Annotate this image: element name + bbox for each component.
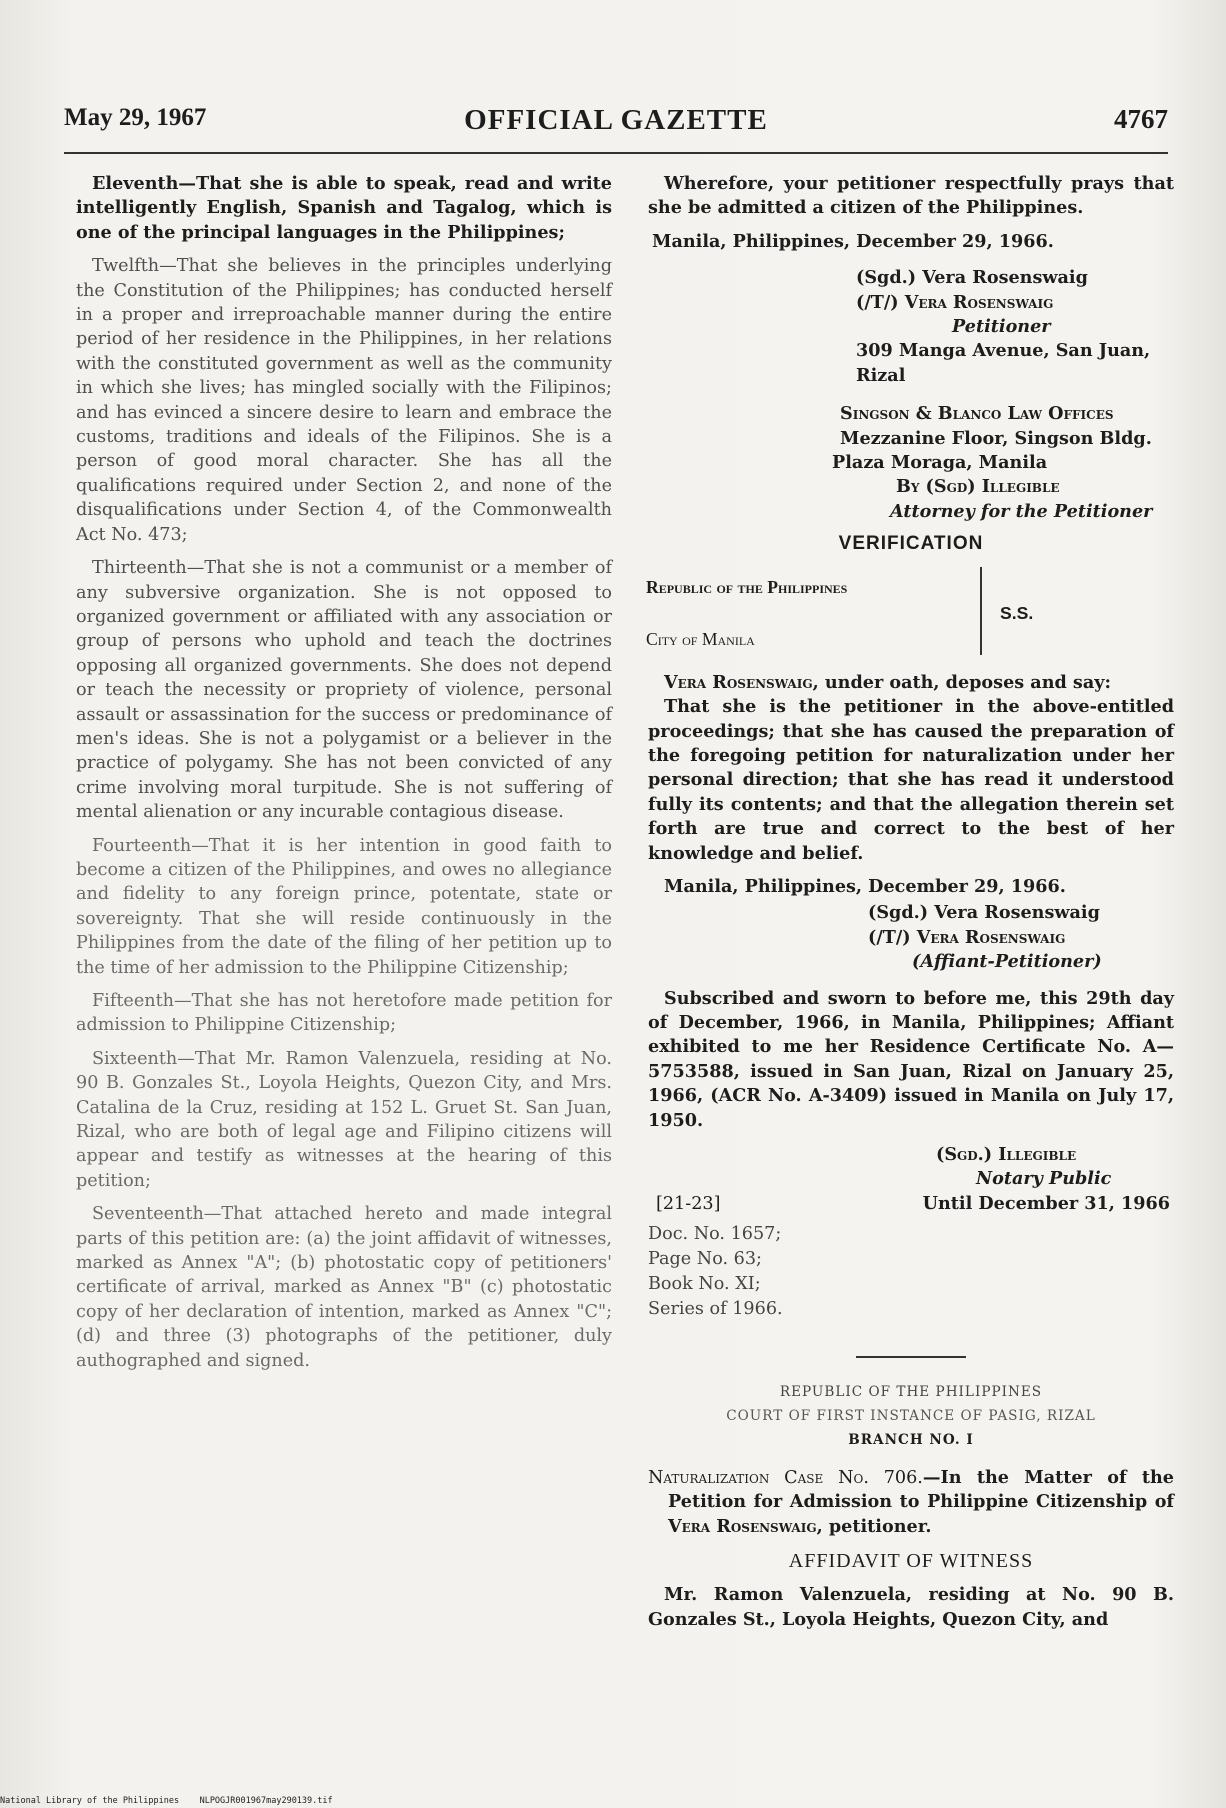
petitioner-address-1: 309 Manga Avenue, San Juan,	[856, 340, 1151, 362]
affiant-signed-name: (Sgd.) Vera Rosenswaig	[868, 902, 1100, 924]
signed-name: (Sgd.) Vera Rosenswaig	[856, 267, 1088, 289]
court-branch: BRANCH NO. I	[848, 1431, 974, 1448]
header-title: OFFICIAL GAZETTE	[464, 104, 768, 136]
oath-intro-text: , under oath, deposes and say:	[812, 671, 1111, 693]
notary-row	[648, 1192, 1174, 1216]
doc-number: Doc. No. 1657;	[648, 1223, 782, 1244]
case-label: Naturalization Case No. 706.	[648, 1467, 923, 1488]
court-name: COURT OF FIRST INSTANCE OF PASIG, RIZAL	[726, 1407, 1096, 1424]
petitioner-signature-block	[648, 266, 1174, 388]
affiant-signature-block	[648, 901, 1174, 974]
paragraph-seventeenth: Seventeenth—That attached hereto and made integral parts of this petition are: (a) the joint affidavit of witnesses, marked as Annex "A"; (b) photostatic copy of petitioners' certificate of arrival, marked as Annex "B" (c) photostatic copy of her declaration of intention, marked as Annex "C"; (d) and three (3) photographs of the petitioner, duly authographed and signed.	[76, 1204, 612, 1371]
case-name: Vera Rosenswaig	[668, 1515, 817, 1537]
petitioner-address-2: Rizal	[856, 364, 906, 386]
place-date-2: Manila, Philippines, December 29, 1966.	[664, 875, 1066, 897]
attorney-signature: By (Sgd) Illegible	[896, 476, 1060, 498]
petitioner-role: Petitioner	[952, 316, 1051, 338]
paragraph-sixteenth: Sixteenth—That Mr. Ramon Valenzuela, residing at No. 90 B. Gonzales St., Loyola Heights, Quezon City, and Mrs. Catalina de la Cruz, residing at 152 L. Gruet St. San Juan, Rizal, who are both of legal age and Filipino citizens will appear and testify as witnesses at the hearing of this petition;	[76, 1048, 612, 1191]
document-info	[648, 1222, 1174, 1322]
case-text: —In the Matter of the Petition for Admission to Philippine Citizenship of	[668, 1466, 1174, 1513]
paragraph-twelfth: Twelfth—That she believes in the principles underlying the Constitution of the Philippines; has conducted herself in a proper and irreproachable manner during the entire period of her residence in the Philippines, in her relations with the constituted government as well as the community in which she lives; has mingled socially with the Filipinos; and has evinced a sincere desire to learn and embrace the customs, traditions and ideals of the Filipinos. She is a person of good moral character. She has all the qualifications required under Section 2, and none of the disqualifications under Section 4, of the Commonwealth Act No. 473;	[76, 256, 612, 545]
typed-name: (/T/) Vera Rosenswaig	[856, 291, 1054, 313]
notary-block	[648, 1143, 1174, 1192]
venue-block	[648, 567, 1174, 659]
affidavit-heading: AFFIDAVIT OF WITNESS	[788, 1550, 1034, 1573]
gazette-issue-code: [21-23]	[656, 1193, 721, 1214]
header-rule	[64, 152, 1168, 154]
oath-paragraph: That she is the petitioner in the above-entitled proceedings; that she has caused the preparation of the foregoing petition for naturalization under her personal direction; that she has read it understood fully its contents; and that the allegation therein set forth are true and correct to the best of her knowledge and belief.	[648, 696, 1174, 864]
header-date: May 29, 1967	[64, 104, 207, 131]
paragraph-eleventh: Eleventh—That she is able to speak, read and write intelligently English, Spanish and Tagalog, which is one of the principal languages in the Philippines;	[76, 173, 612, 243]
court-republic: REPUBLIC OF THE PHILIPPINES	[779, 1383, 1043, 1400]
book-number: Book No. XI;	[648, 1273, 761, 1294]
venue-ss: S.S.	[1000, 602, 1034, 623]
venue-city: City of Manila	[646, 628, 755, 649]
affiant-typed-name: (/T/) Vera Rosenswaig	[868, 926, 1066, 948]
verification-heading: VERIFICATION	[838, 533, 984, 555]
venue-republic: Republic of the Philippines	[646, 576, 848, 597]
page-number: Page No. 63;	[648, 1248, 762, 1269]
paragraph-thirteenth: Thirteenth—That she is not a communist or a member of any subversive organization. She is not opposed to organized government or affiliated with any association or group of persons who uphold and teach the doctrines opposing all organized governments. She does not depend or teach the necessity or propriety of violence, personal assault or assassination for the success or predominance of men's ideas. She is not a polygamist or a believer in the practice of polygamy. She has not been convicted of any crime involving moral turpitude. She is not suffering of mental alienation or any incurable contagious disease.	[76, 558, 612, 823]
law-firm-block	[648, 402, 1174, 524]
notary-signature: (Sgd.) Illegible	[936, 1144, 1077, 1165]
place-date-1: Manila, Philippines, December 29, 1966.	[652, 230, 1054, 252]
header-page-number: 4767	[1114, 104, 1168, 134]
subscribed-paragraph: Subscribed and sworn to before me, this 29th day of December, 1966, in Manila, Philippines; Affiant exhibited to me her Residence Certificate No. A—5753588, issued in San Juan, Rizal on January 25, 1966, (ACR No. A-3409) issued in Manila on July 17, 1950.	[648, 987, 1174, 1131]
law-firm-name: Singson & Blanco Law Offices	[840, 403, 1114, 425]
scan-footer: National Library of the Philippines NLPOGJR001967may290139.tif	[0, 1796, 333, 1806]
paragraph-fourteenth: Fourteenth—That it is her intention in good faith to become a citizen of the Philippines, and owes no allegiance and fidelity to any foreign prince, potentate, state or sovereignty. That she will reside continuously in the Philippines from the date of the filing of her petition up to the time of her admission to the Philippine Citizenship;	[76, 835, 612, 978]
affidavit-start: Mr. Ramon Valenzuela, residing at No. 90 B. Gonzales St., Loyola Heights, Quezon City, and	[648, 1584, 1174, 1630]
notary-title: Notary Public	[976, 1168, 1112, 1190]
prayer-paragraph: Wherefore, your petitioner respectfully prays that she be admitted a citizen of the Philippines.	[648, 173, 1174, 219]
attorney-role: Attorney for the Petitioner	[890, 500, 1153, 522]
oath-name: Vera Rosenswaig	[664, 671, 813, 693]
venue-brace	[966, 567, 982, 655]
case-end: , petitioner.	[816, 1515, 932, 1537]
page-header	[64, 104, 1168, 144]
affiant-role: (Affiant-Petitioner)	[912, 951, 1102, 973]
right-column	[648, 172, 1174, 1641]
case-title	[648, 1466, 1174, 1539]
oath-intro	[648, 671, 1174, 695]
section-divider	[856, 1356, 966, 1358]
paragraph-fifteenth: Fifteenth—That she has not heretofore made petition for admission to Philippine Citizenship;	[76, 991, 612, 1036]
court-heading	[648, 1380, 1174, 1452]
left-column	[76, 172, 612, 1382]
series: Series of 1966.	[648, 1298, 783, 1319]
law-firm-address-1: Mezzanine Floor, Singson Bldg.	[840, 427, 1152, 449]
law-firm-address-2: Plaza Moraga, Manila	[832, 452, 1048, 474]
notary-commission: Until December 31, 1966	[922, 1192, 1170, 1214]
